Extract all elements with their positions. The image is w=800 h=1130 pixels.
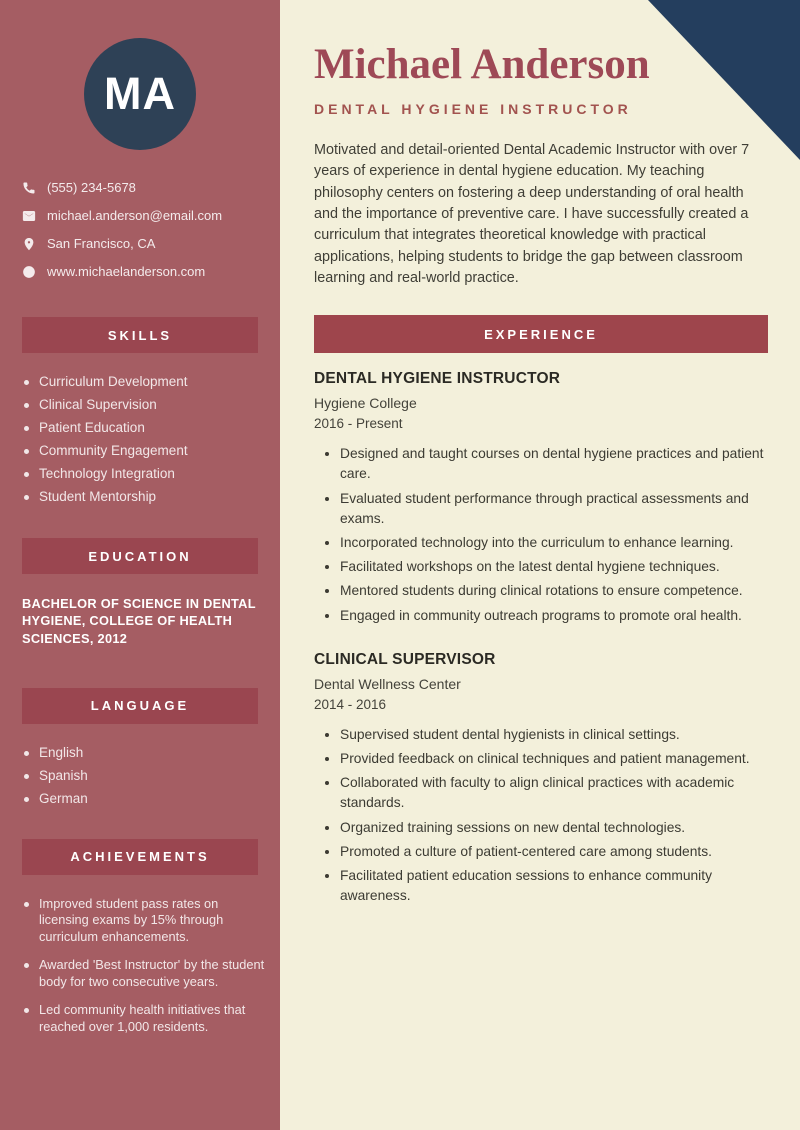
contact-location [22, 236, 262, 251]
bullet-dot [24, 426, 29, 431]
job-company: Dental Wellness Center [314, 675, 461, 692]
job-bullet: • Collaborated with faculty to align clinical practices with academic standards. [340, 773, 768, 813]
language-label: English [39, 744, 84, 760]
contact-location-text: San Francisco, CA [47, 236, 156, 251]
achievement-item [24, 957, 266, 990]
main-content [280, 0, 800, 1130]
language-section-header [22, 688, 258, 724]
achievement-label: Led community health initiatives that reached over 1,000 residents. [39, 1002, 246, 1034]
contact-website [22, 264, 262, 279]
job-bullet: • Supervised student dental hygienists in clinical settings. [340, 725, 768, 745]
achievement-item [24, 1002, 266, 1035]
contact-email-text: michael.anderson@email.com [47, 208, 223, 223]
globe-icon [22, 265, 36, 279]
achievements-section-header [22, 839, 258, 875]
job-bullet: • Facilitated patient education sessions to enhance community awareness. [340, 866, 768, 906]
bullet-dot [24, 963, 29, 968]
language-header-label: LANGUAGE [90, 698, 190, 714]
skill-item [24, 443, 266, 459]
contact-email [22, 208, 262, 223]
summary-text: Motivated and detail-oriented Dental Academic Instructor with over 7 years of experience in dental hygiene education. My teaching philosophy centers on fostering a deep understanding of oral health and the importance of preventive care. I have successfully created a curriculum that integrates theoretical knowledge with practical applications, helping students to bridge the gap between classroom learning and real-world practice. [314, 142, 750, 286]
skill-label: Technology Integration [39, 466, 175, 481]
location-pin-icon [22, 237, 36, 251]
bullet-dot [24, 902, 29, 907]
education-text: BACHELOR OF SCIENCE IN DENTAL HYGIENE, COLLEGE OF HEALTH SCIENCES, 2012 [22, 596, 256, 646]
bullet-dot [24, 774, 29, 779]
skill-label: Student Mentorship [39, 489, 157, 504]
achievements-header-label: ACHIEVEMENTS [70, 849, 210, 865]
job-bullet: • Designed and taught courses on dental hygiene practices and patient care. [340, 444, 768, 484]
achievement-label: Improved student pass rates on licensing exams by 15% through curriculum enhancements. [39, 895, 224, 944]
language-item [24, 745, 266, 761]
skill-label: Clinical Supervision [39, 397, 157, 412]
skill-item [24, 397, 266, 413]
job-bullet: • Provided feedback on clinical techniques and patient management. [340, 749, 768, 769]
avatar [84, 38, 196, 150]
corner-triangle-decoration [648, 0, 800, 160]
skills-header-label: SKILLS [107, 327, 173, 343]
person-role: DENTAL HYGIENE INSTRUCTOR [314, 101, 632, 118]
phone-icon [22, 181, 36, 195]
contact-phone-text: (555) 234-5678 [47, 180, 136, 195]
job-entry-2 [314, 651, 768, 906]
bullet-dot [24, 797, 29, 802]
bullet-dot [24, 495, 29, 500]
bullet-dot [24, 751, 29, 756]
contact-phone [22, 180, 262, 195]
bullet-dot [24, 403, 29, 408]
job-bullet: • Incorporated technology into the curriculum to enhance learning. [340, 533, 768, 553]
job-bullet: • Engaged in community outreach programs to promote oral health. [340, 606, 768, 626]
job-dates: 2016 - Present [314, 416, 403, 432]
job-company: Hygiene College [314, 395, 417, 412]
language-item [24, 791, 266, 807]
job-dates: 2014 - 2016 [314, 696, 387, 712]
achievement-label: Awarded 'Best Instructor' by the student body for two consecutive years. [39, 957, 265, 989]
skill-item [24, 374, 266, 390]
skill-item [24, 489, 266, 505]
person-name: Michael Anderson [314, 41, 650, 88]
job-bullet: • Facilitated workshops on the latest dental hygiene techniques. [340, 557, 768, 577]
skill-item [24, 466, 266, 482]
job-bullet: • Organized training sessions on new dental technologies. [340, 818, 768, 838]
skill-label: Community Engagement [39, 443, 188, 458]
job-bullet: • Mentored students during clinical rotations to ensure competence. [340, 581, 768, 601]
education-section-header [22, 538, 258, 574]
achievements-list [0, 896, 280, 1036]
job-bullet-list [314, 725, 768, 906]
job-entry-1 [314, 370, 768, 625]
bullet-dot [24, 472, 29, 477]
skill-item [24, 420, 266, 436]
language-label: Spanish [39, 767, 88, 783]
language-list [0, 745, 280, 807]
job-bullet: • Promoted a culture of patient-centered care among students. [340, 842, 768, 862]
bullet-dot [24, 1008, 29, 1013]
job-bullet-list [314, 444, 768, 625]
job-title: DENTAL HYGIENE INSTRUCTOR [314, 370, 561, 388]
skills-list [0, 374, 280, 505]
experience-section-header [314, 315, 768, 353]
avatar-initials: MA [104, 68, 176, 119]
contact-list [0, 180, 280, 279]
contact-website-text: www.michaelanderson.com [47, 264, 206, 279]
email-icon [22, 209, 36, 223]
experience-header-label: EXPERIENCE [484, 326, 598, 342]
language-label: German [39, 790, 88, 806]
skill-label: Patient Education [39, 420, 145, 435]
achievement-item [24, 896, 266, 946]
bullet-dot [24, 449, 29, 454]
skill-label: Curriculum Development [39, 374, 188, 389]
skills-section-header [22, 317, 258, 353]
sidebar [0, 0, 280, 1130]
education-header-label: EDUCATION [88, 548, 192, 564]
job-bullet: • Evaluated student performance through practical assessments and exams. [340, 489, 768, 529]
bullet-dot [24, 380, 29, 385]
job-title: CLINICAL SUPERVISOR [314, 650, 496, 668]
language-item [24, 768, 266, 784]
